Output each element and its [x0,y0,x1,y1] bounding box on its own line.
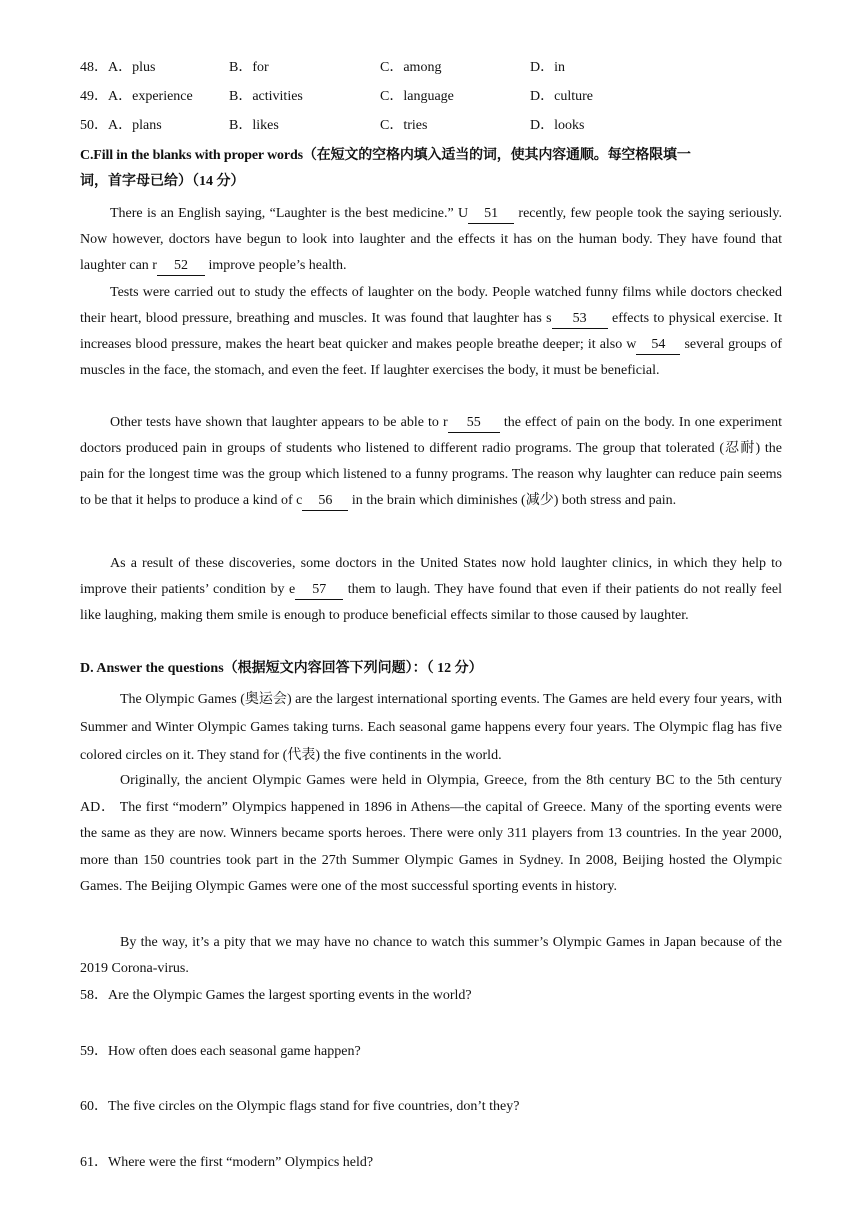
section-c-paragraph-1: There is an English saying, “Laughter is the best medicine.” U 51 recently, few people took the saying seriously. Now however, doctors have begun to look into laughter and the effects it has on the human body. They have found that laughter can r 52 improve people’s health. [80,201,782,279]
option-49-d: D．culture [530,89,593,104]
option-48-b: B．for [229,60,269,75]
question-61: 61．Where were the first “modern” Olympics held? [80,1155,374,1170]
section-c-paragraph-3: Other tests have shown that laughter appears to be able to r 55 the effect of pain on the body. In one experiment doctors produced pain in groups of students who listened to different radio programs. The group that tolerated (忍耐) the pain for the longest time was the group which listened to a funny programs. The reason why laughter can reduce pain seems to be that it helps to produce a kind of c 56 in the brain which diminishes (减少) both stress and pain. [80,410,782,514]
question-58: 58．Are the Olympic Games the largest sporting events in the world? [80,988,472,1003]
section-d-paragraph-3: By the way, it’s a pity that we may have no chance to watch this summer’s Olympic Games in Japan because of the 2019 Corona-virus. [80,935,782,976]
section-d-heading: D. Answer the questions（根据短文内容回答下列问题）：（ 12 分） [80,661,483,676]
blank-56: 56 [302,492,348,511]
blank-53: 53 [552,310,608,329]
blank-51: 51 [468,205,514,224]
option-50-a: 50．A．plans [80,118,162,133]
section-c-paragraph-2: Tests were carried out to study the effects of laughter on the body. People watched funny films while doctors checked their heart, blood pressure, breathing and muscles. It was found that laughter has s 53 effects to physical exercise. It increases blood pressure, makes the heart beat quicker and makes people breathe deeper; it also w 54 several groups of muscles in the face, the stomach, and even the feet. If laughter exercises the body, it must be beneficial. [80,285,782,378]
section-c-heading: C.Fill in the blanks with proper words（在短文的空格内填入适当的词，使其内容通顺。每空格限填一 词，首字母已给）（14 分） [80,148,691,189]
section-d-paragraph-1: The Olympic Games (奥运会) are the largest international sporting events. The Games are held every four years, with Summer and Winter Olympic Games taking turns. Each seasonal game happens every four years. The Olympic flag has five colored circles on it. They stand for (代表) the five continents in the world. [80,692,782,763]
section-d-paragraph-2: Originally, the ancient Olympic Games were held in Olympia, Greece, from the 8th century BC to the 5th century AD． The first “modern” Olympics happened in 1896 in Athens—the capital of Greece. Many of the sporting events were the same as they are now. Winners became sports heroes. There were only 311 players from 13 countries. In the year 2000, more than 150 countries took part in the 27th Summer Olympic Games in Sydney. In 2008, Beijing hosted the Olympic Games. The Beijing Olympic Games were one of the most successful sporting events in history. [80,773,782,894]
option-50-d: D．looks [530,118,585,133]
option-49-a: 49．A．experience [80,89,193,104]
option-49-c: C．language [380,89,454,104]
option-row-50 [80,116,800,136]
option-row-49 [80,87,800,107]
blank-54: 54 [636,336,680,355]
option-50-c: C．tries [380,118,428,133]
option-48-a: 48．A．plus [80,60,156,75]
section-c-paragraph-4: As a result of these discoveries, some doctors in the United States now hold laughter clinics, in which they help to improve their patients’ condition by e 57 them to laugh. They have found that even if their patients do not really feel like laughing, making them smile is enough to produce beneficial effects similar to those caused by laughter. [80,556,783,623]
blank-52: 52 [157,257,205,276]
option-row-48 [80,58,800,78]
question-59: 59．How often does each seasonal game happen? [80,1044,361,1059]
option-48-d: D．in [530,60,565,75]
blank-57: 57 [295,581,343,600]
option-48-c: C．among [380,60,442,75]
question-60: 60．The five circles on the Olympic flags stand for five countries, don’t they? [80,1099,520,1114]
option-50-b: B．likes [229,118,279,133]
option-49-b: B．activities [229,89,303,104]
blank-55: 55 [448,414,500,433]
